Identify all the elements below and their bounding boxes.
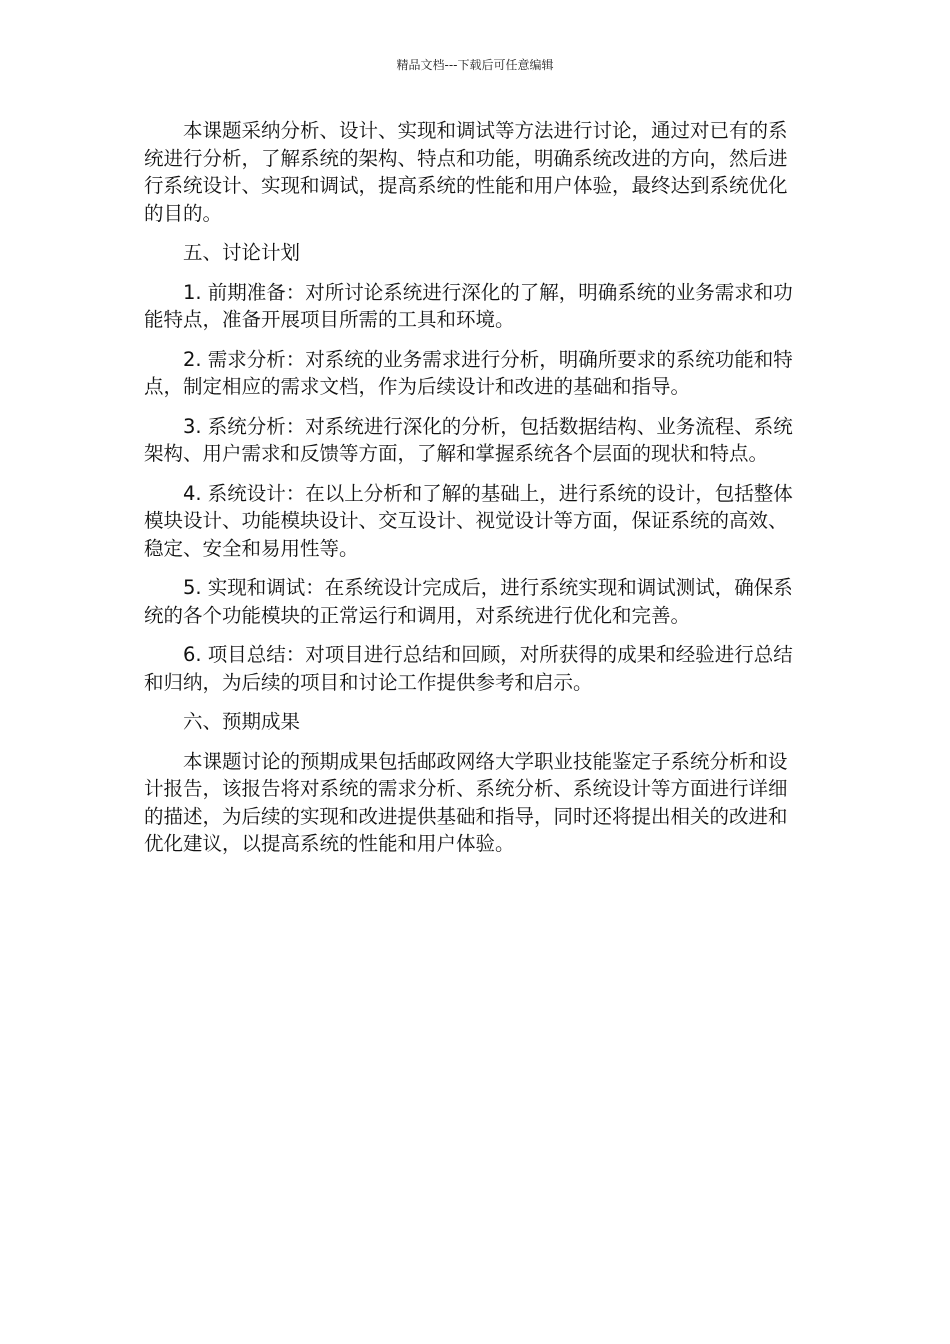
plan-item-system-analysis: 3. 系统分析：对系统进行深化的分析，包括数据结构、业务流程、系统架构、用户需求和反馈等方面，了解和掌握系统各个层面的现状和特点。	[144, 414, 793, 465]
plan-item-preparation: 1. 前期准备：对所讨论系统进行深化的了解，明确系统的业务需求和功能特点，准备开展项目所需的工具和环境。	[144, 280, 793, 331]
paragraph-outcomes: 本课题讨论的预期成果包括邮政网络大学职业技能鉴定子系统分析和设计报告，该报告将对系统的需求分析、系统分析、系统设计等方面进行详细的描述，为后续的实现和改进提供基础和指导，同时还将提出相关的改进和优化建议，以提高系统的性能和用户体验。	[144, 749, 788, 855]
plan-item-requirements: 2. 需求分析：对系统的业务需求进行分析，明确所要求的系统功能和特点，制定相应的需求文档，作为后续设计和改进的基础和指导。	[144, 347, 793, 398]
page-header: 精品文档---下载后可任意编辑	[396, 58, 554, 72]
section-heading-plan: 五、讨论计划	[183, 241, 301, 264]
plan-item-summary: 6. 项目总结：对项目进行总结和回顾，对所获得的成果和经验进行总结和归纳，为后续的项目和讨论工作提供参考和启示。	[144, 643, 793, 694]
section-heading-outcomes: 六、预期成果	[183, 710, 301, 733]
plan-item-implementation: 5. 实现和调试：在系统设计完成后，进行系统实现和调试测试，确保系统的各个功能模块的正常运行和调用，对系统进行优化和完善。	[144, 576, 793, 627]
paragraph-methods: 本课题采纳分析、设计、实现和调试等方法进行讨论，通过对已有的系统进行分析，了解系统的架构、特点和功能，明确系统改进的方向，然后进行系统设计、实现和调试，提高系统的性能和用户体验，最终达到系统优化的目的。	[144, 119, 788, 225]
document-body	[144, 117, 800, 870]
plan-item-system-design: 4. 系统设计：在以上分析和了解的基础上，进行系统的设计，包括整体模块设计、功能模块设计、交互设计、视觉设计等方面，保证系统的高效、稳定、安全和易用性等。	[144, 481, 793, 560]
